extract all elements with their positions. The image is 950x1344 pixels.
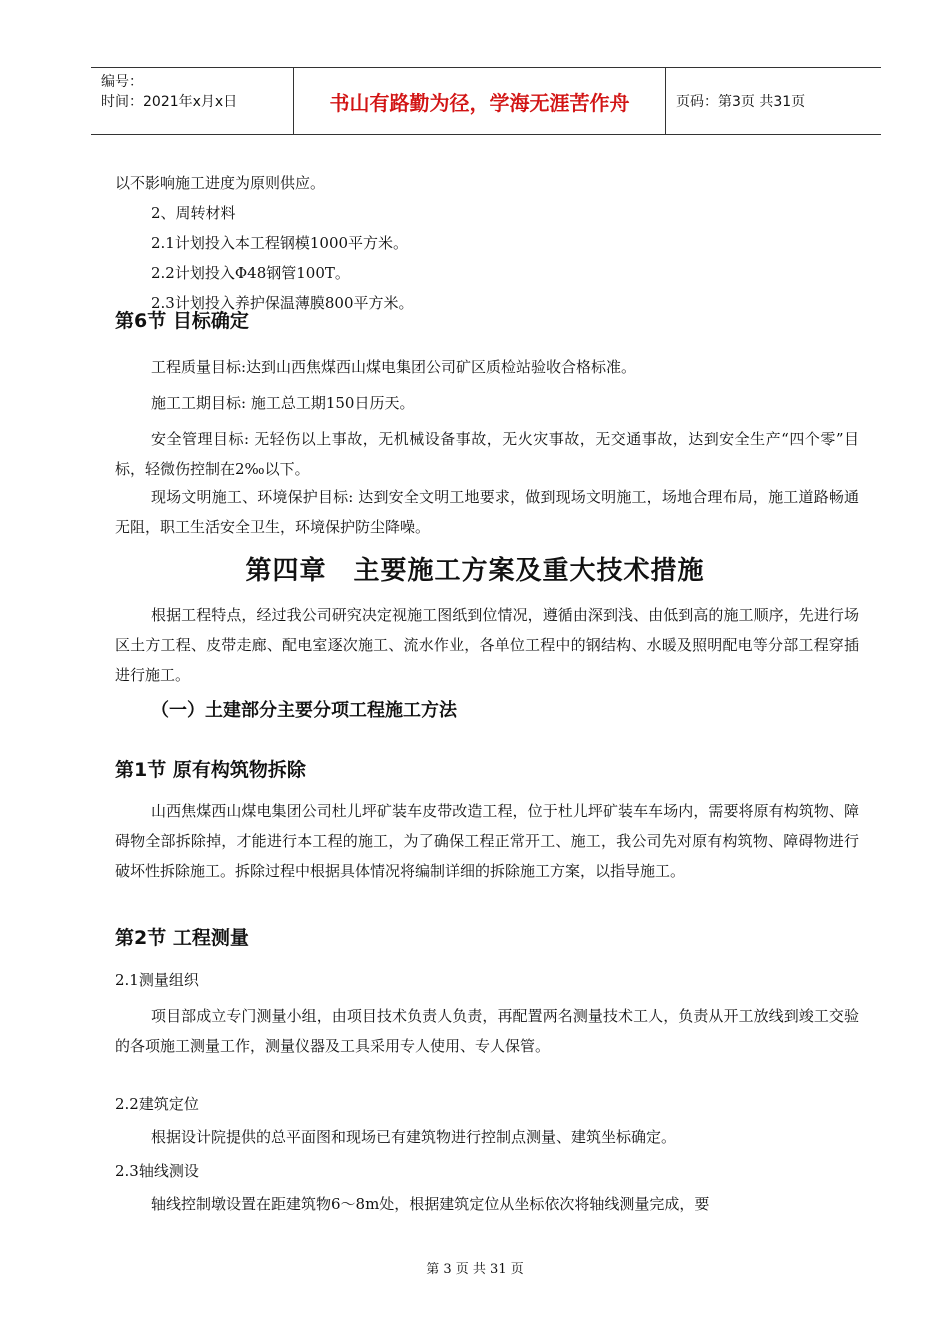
header-time: 时间：2021年x月x日 bbox=[101, 94, 238, 110]
section-1-text: 山西焦煤西山煤电集团公司杜儿坪矿装车皮带改造工程，位于杜儿坪矿装车车场内，需要将原有构筑物、障碍物全部拆除掉，才能进行本工程的施工，为了确保工程正常开工、施工，我公司先对原有构筑物、障碍物进行破坏性拆除施工。拆除过程中根据具体情况将编制详细的拆除施工方案，以指导施工。 bbox=[115, 802, 859, 880]
goal-site: 现场文明施工、环境保护目标: 达到安全文明工地要求，做到现场文明施工，场地合理布局，施工道路畅通无阻，职工生活安全卫生，环境保护防尘降噪。 bbox=[115, 488, 859, 536]
goal-quality: 工程质量目标:达到山西焦煤西山煤电集团公司矿区质检站验收合格标准。 bbox=[151, 358, 637, 376]
subsection-2-2: 2.2建筑定位 bbox=[115, 1095, 199, 1113]
header-motto: 书山有路勤为径，学海无涯苦作舟 bbox=[293, 68, 666, 134]
body-line-2: 2、周转材料 bbox=[151, 204, 236, 222]
section-2-title: 第2节 工程测量 bbox=[115, 927, 249, 949]
body-line-3: 2.1计划投入本工程钢模1000平方米。 bbox=[151, 234, 409, 252]
subsection-2-1: 2.1测量组织 bbox=[115, 971, 199, 989]
chapter-4-title: 第四章 主要施工方案及重大技术措施 bbox=[245, 556, 705, 586]
part-1-title: （一）土建部分主要分项工程施工方法 bbox=[151, 700, 457, 721]
body-line-1: 以不影响施工进度为原则供应。 bbox=[115, 174, 326, 192]
section-6-title: 第6节 目标确定 bbox=[115, 310, 249, 332]
body-line-5: 2.3计划投入养护保温薄膜800平方米。 bbox=[151, 294, 414, 312]
chapter-4-intro: 根据工程特点，经过我公司研究决定视施工图纸到位情况，遵循由深到浅、由低到高的施工顺序，先进行场区土方工程、皮带走廊、配电室逐次施工、流水作业，各单位工程中的钢结构、水暖及照明配电等分部工程穿插进行施工。 bbox=[115, 606, 859, 684]
header-number: 编号： bbox=[101, 74, 143, 90]
subsection-2-3: 2.3轴线测设 bbox=[115, 1162, 199, 1180]
goal-schedule: 施工工期目标: 施工总工期150日历天。 bbox=[151, 394, 415, 412]
section-1-title: 第1节 原有构筑物拆除 bbox=[115, 759, 306, 781]
subsection-2-3-text: 轴线控制墩设置在距建筑物6～8m处，根据建筑定位从坐标依次将轴线测量完成，要 bbox=[151, 1195, 710, 1213]
header-page-number: 页码：第3页 共31页 bbox=[676, 94, 806, 110]
goal-safety: 安全管理目标: 无轻伤以上事故，无机械设备事故，无火灾事故，无交通事故，达到安全生产“四个零”目标，轻微伤控制在2‰以下。 bbox=[115, 430, 859, 478]
page-footer: 第 3 页 共 31 页 bbox=[426, 1262, 524, 1277]
subsection-2-1-text: 项目部成立专门测量小组，由项目技术负责人负责，再配置两名测量技术工人，负责从开工放线到竣工交验的各项施工测量工作，测量仪器及工具采用专人使用、专人保管。 bbox=[115, 1007, 859, 1055]
page-header bbox=[91, 67, 881, 135]
header-meta bbox=[91, 68, 293, 134]
subsection-2-2-text: 根据设计院提供的总平面图和现场已有建筑物进行控制点测量、建筑坐标确定。 bbox=[151, 1128, 677, 1146]
body-line-4: 2.2计划投入Φ48钢管100T。 bbox=[151, 264, 350, 282]
